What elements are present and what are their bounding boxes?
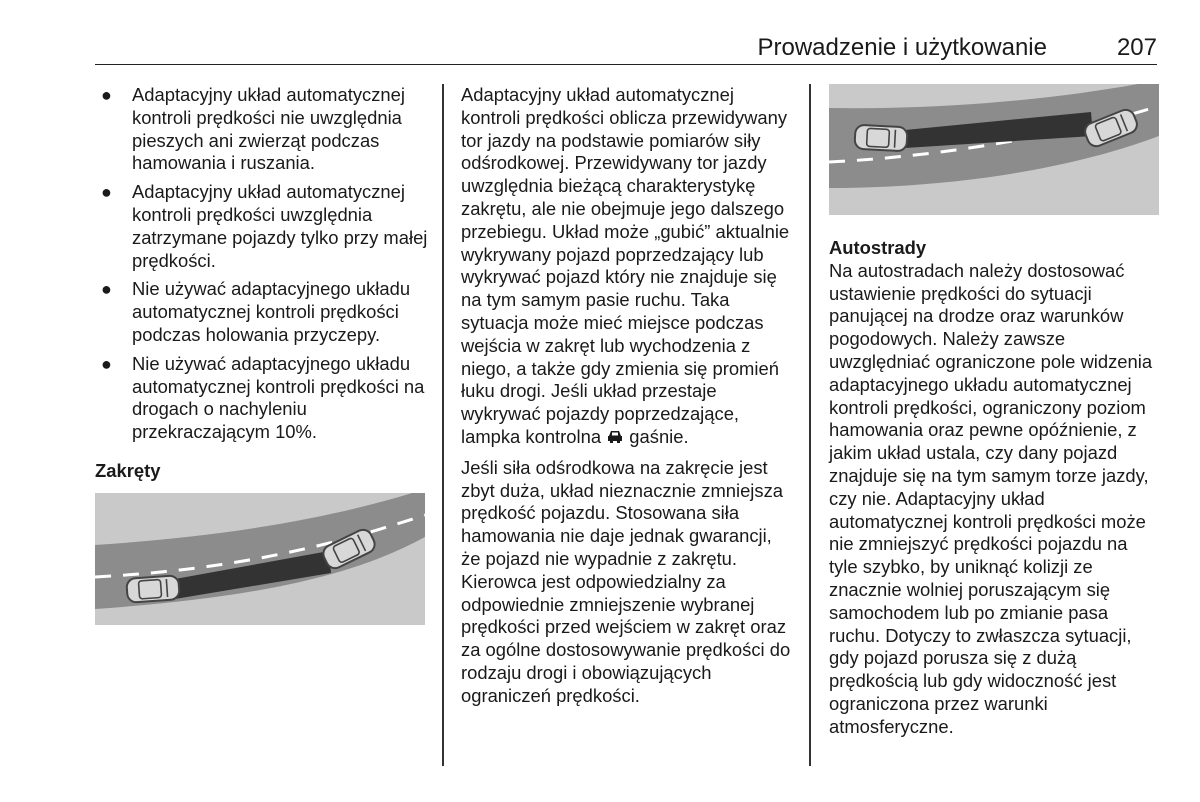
paragraph-highways: Na autostradach należy dostosować ustawienie prędkości do sytuacji panującej na drodze oraz warunków pogodowych. Należy zawsze uwzględniać ograniczone pole widzenia adaptacyjnego układu automatycznej kontroli prędkości, ograniczony poziom hamowania oraz pewne opóźnienie, z jakim układ ustala, czy dany pojazd znajduje się na tym samym torze jazdy, czy nie. Adaptacyjny układ automatycznej kontroli prędkości może nie zmniejszyć prędkości pojazdu na tyle szybko, by uniknąć kolizji ze znacznie wolniej poruszającym się samochodem lub po zmianie pasa ruchu. Dotyczy to zwłaszcza sytuacji, gdy pojazd porusza się z dużą prędkością lub gdy widoczność jest ograniczona przez warunki atmosferyczne. [829, 259, 1153, 737]
heading-highways: Autostrady [829, 237, 927, 258]
vehicle-ahead-indicator-icon [606, 429, 624, 445]
bullet-icon: ● [101, 85, 112, 105]
column-1 [95, 84, 430, 625]
page-number: 207 [1116, 34, 1157, 61]
list-item: ● Adaptacyjny układ automatycznej kontroli prędkości nie uwzględnia pieszych ani zwierząt podczas hamowania i ruszania. [101, 84, 405, 174]
bullet-icon: ● [101, 279, 112, 300]
paragraph-prediction: Adaptacyjny układ automatycznej kontroli prędkości oblicza przewidywany tor jazdy na podstawie pomiarów siły odśrodkowej. Przewidywany tor jazdy uwzględnia bieżącą charakterystykę zakrętu, ale nie obejmuje jego dalszego przebiegu. Układ może „gubić” aktualnie wykrywany pojazd poprzedzający lub wykrywać pojazd który nie znajduje się na tym samym pasie ruchu. Taka sytuacja może mieć miejsce podczas wejścia w zakręt lub wychodzenia z niego, a także gdy zmienia się promień łuku drogi. Jeśli układ przestaje wykrywać pojazdy poprzedzające, lampka kontrolna gaśnie. [461, 84, 790, 447]
warning-list [95, 84, 430, 444]
list-item: ● Nie używać adaptacyjnego układu automatycznej kontroli prędkości podczas holowania przyczepy. [101, 278, 411, 345]
column-3 [829, 84, 1159, 747]
bullet-icon: ● [101, 182, 112, 203]
curve-road-illustration [95, 493, 425, 625]
heading-curves: Zakręty [95, 459, 161, 481]
list-item: ● Nie używać adaptacyjnego układu automatycznej kontroli prędkości na drogach o nachyleniu przekraczającym 10%. [101, 352, 425, 443]
highway-illustration [829, 84, 1159, 215]
section-title: Prowadzenie i użytkowanie [757, 34, 1047, 61]
column-divider-2 [809, 84, 811, 766]
list-item: ● Adaptacyjny układ automatycznej kontroli prędkości uwzględnia zatrzymane pojazdy tylko przy małej prędkości. [101, 181, 428, 271]
column-2 [461, 84, 796, 716]
bullet-icon: ● [101, 353, 112, 374]
column-divider-1 [442, 84, 444, 766]
page-header [95, 28, 1157, 65]
paragraph-centrifugal: Jeśli siła odśrodkowa na zakręcie jest zbyt duża, układ nieznacznie zmniejsza prędkość pojazdu. Stosowana siła hamowania nie daje jednak gwarancji, że pojazd nie wypadnie z zakrętu. Kierowca jest odpowiedzialny za odpowiednie zmniejszenie wybranej prędkości przed wejściem w zakręt oraz za ogólne dostosowywanie prędkości do rodzaju drogi i obowiązujących ograniczeń prędkości. [461, 456, 791, 706]
